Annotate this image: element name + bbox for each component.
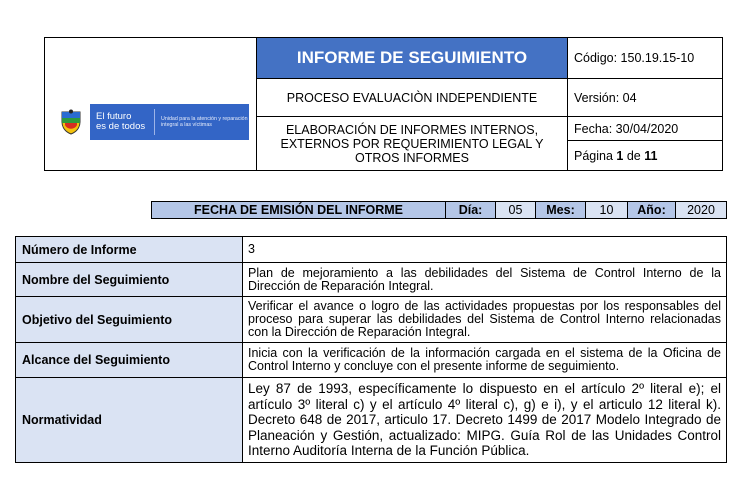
institution-logo xyxy=(52,104,249,140)
day-value: 05 xyxy=(496,202,536,218)
document-date: Fecha: 30/04/2020 xyxy=(568,117,722,141)
page-indicator xyxy=(568,141,722,170)
row-label: Normatividad xyxy=(16,378,243,462)
logo-line-2: es de todos xyxy=(96,121,146,132)
logo-slogan xyxy=(90,112,154,132)
table-row xyxy=(16,263,726,297)
tracking-name: Plan de mejoramiento a las debilidades del Sistema de Control Interno de la Dirección de Reparación Integral. xyxy=(248,265,721,293)
row-value xyxy=(243,378,726,462)
header-meta xyxy=(568,38,722,170)
row-value xyxy=(243,343,726,377)
document-version: Versión: 04 xyxy=(568,79,722,117)
report-info-table xyxy=(15,236,727,463)
page-prefix: Página xyxy=(574,148,613,163)
table-row xyxy=(16,297,726,343)
page-of: de xyxy=(626,148,641,163)
procedure-name: ELABORACIÓN DE INFORMES INTERNOS, EXTERNOS POR REQUERIMIENTO LEGAL Y OTROS INFORMES xyxy=(280,122,544,165)
regulations: Ley 87 de 1993, específicamente lo dispuesto en el artículo 2º literal e); el artículo 3º literal c) y el artículo 4º literal c), g) e i), y el articulo 12 literal k). Decreto 648 de 2017, articulo 17. Decreto 1499 de 2017 Modelo Integrado de Planeación y Gestión, actualizado: MIPG. Guía Rol de las Unidades Control Interno Auditoría Interna de la Función Pública. xyxy=(248,381,721,459)
logo-cell xyxy=(45,38,257,170)
logo-subtitle: Unidad para la atención y reparación integral a las víctimas xyxy=(161,116,248,128)
month-label: Mes: xyxy=(536,202,586,218)
report-number: 3 xyxy=(248,242,255,256)
row-label: Objetivo del Seguimiento xyxy=(16,297,243,342)
table-row xyxy=(16,237,726,263)
row-label: Nombre del Seguimiento xyxy=(16,263,243,296)
document-header xyxy=(44,37,723,171)
row-label: Alcance del Seguimiento xyxy=(16,343,243,377)
month-value: 10 xyxy=(586,202,628,218)
row-value xyxy=(243,237,726,262)
title-cell xyxy=(257,38,567,79)
table-row xyxy=(16,343,726,378)
process-name: PROCESO EVALUACIÒN INDEPENDIENTE xyxy=(257,79,567,117)
row-value xyxy=(243,263,726,296)
row-value xyxy=(243,297,726,342)
document-code: Código: 150.19.15-10 xyxy=(568,38,722,79)
tracking-objective: Verificar el avance o logro de las actividades propuestas por los responsables del proceso para superar las debilidades del Sistema de Control Interno relacionadas con la Dirección de Reparación Integral. xyxy=(248,299,721,339)
page-current: 1 xyxy=(616,148,624,163)
table-row xyxy=(16,378,726,462)
tracking-scope: Inicia con la verificación de la información cargada en el sistema de la Oficina de Control Interno y concluye con el presente informe de seguimiento. xyxy=(248,346,721,373)
emission-label: FECHA DE EMISIÓN DEL INFORME xyxy=(152,202,446,218)
day-label: Día: xyxy=(446,202,496,218)
year-label: Año: xyxy=(628,202,676,218)
coat-of-arms-icon xyxy=(52,104,90,140)
document-title: INFORME DE SEGUIMIENTO xyxy=(296,48,528,67)
year-value: 2020 xyxy=(676,202,726,218)
logo-line-1: El futuro xyxy=(96,111,132,122)
page-total: 11 xyxy=(644,148,658,163)
header-center xyxy=(257,38,568,170)
row-label: Número de Informe xyxy=(16,237,243,262)
emission-date-bar xyxy=(151,201,727,219)
